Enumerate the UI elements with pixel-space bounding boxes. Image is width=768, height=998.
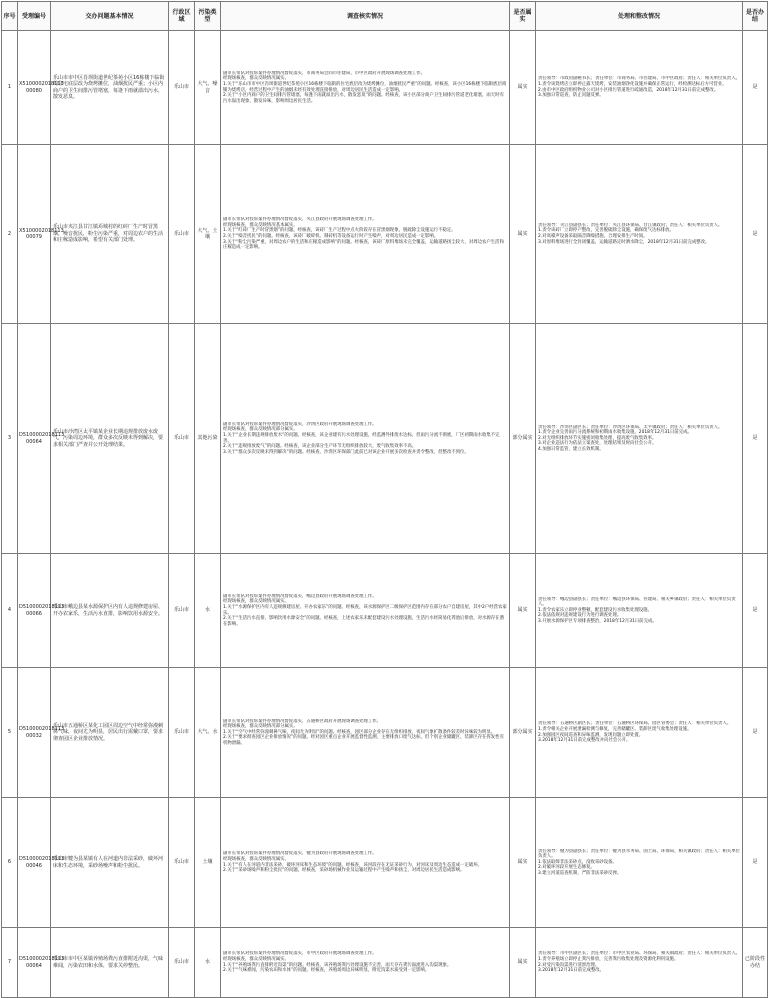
row-id: X5100002018113 00080 <box>18 31 51 145</box>
row-attr: 部分属实 <box>510 668 536 798</box>
row-summary <box>51 668 169 798</box>
row-attr: 属实 <box>510 145 536 324</box>
row-findings-text: 副市长带队对投诉案件办理情况督促落实，市中区政府开展现场调查处理工作。 经现场核查，群众反映情况属实。 1.关于“养殖场粪污直排附近沟渠”的问题。经核查，该养殖场粪污处理设施不完善，雨天存在粪污溢流进入沟渠现象。 2.关于“气味难闻，污染农田和水体”的问题。经核查，养殖场周边异味明显，附近沟渠水质受到一定影响。 <box>223 951 452 974</box>
row-findings-text: 副市长带队对投诉案件办理情况督促落实，沙湾区政府开展现场调查处理工作。 经现场核查，群众反映情况部分属实。 1.关于“企业长期违规排放废水”的问题。经核查，该企业建有污水处理设施，经监测外排废水达标，但雨污分流不彻底，厂区初期雨水收集不完善。 2.关于“违规排放废气”的问题。经核查，该企业部分生产环节无组织排放较大，废气收集效率不高。 3.关于“群众多次反映未得到解决”的问题。经核查，沙湾区环保部门此前已对该企业开展多次检查并责令整改，但整改不到位。 <box>223 421 500 455</box>
row-actions-text: 责任领导：夹江县副县长；责任单位：夹江县环保局、甘江镇政府；责任人：相关单位负责人。 1.责令该砖厂立即停产整改，完善脱硫除尘设施，确保废气达标排放。 2.对高噪声设备采取隔音降噪措施，合理安排生产时间。 3.对原料堆场进行全封闭覆盖，运输道路定时洒水降尘，2018年12月31日前完成整改。 <box>538 222 723 245</box>
row-actions-text: 责任领导：犍为县副县长；责任单位：犍为县水务局、国土局、环保局、相关镇政府；责任人：相关单位负责人。 1.依法取缔非法采砂点，没收采砂设备。 2.对破坏河段开展生态修复。 3.建立河道巡查机制，严防非法采砂反弹。 <box>538 848 740 876</box>
row-type: 水 <box>195 554 221 668</box>
row-attr: 部分属实 <box>510 324 536 554</box>
header-id: 受理编号 <box>18 2 51 31</box>
row-actions <box>536 145 743 324</box>
case-table <box>1 1 768 998</box>
row-seq: 1 <box>2 31 18 145</box>
table-row <box>2 928 768 998</box>
row-type: 其他污染 <box>195 324 221 554</box>
row-type: 土壤 <box>195 798 221 928</box>
row-id: D5100002018113 00032 <box>18 668 51 798</box>
row-findings <box>221 668 510 798</box>
header-seq: 序号 <box>2 2 18 31</box>
row-findings <box>221 145 510 324</box>
header-attr: 是否属实 <box>510 2 536 31</box>
header-actions: 处理和整改情况 <box>536 2 743 31</box>
row-status: 是 <box>743 31 768 145</box>
row-findings <box>221 324 510 554</box>
row-summary-text: 乐山市市中区肖坝街道世纪茶苑小区16栋楼下临街的住宅底层改为烧烤摊位，油烟扰民严重；小区内商户的卫生间排污管堵塞，每逢下雨就溢出污水，散发恶臭。 <box>53 74 165 100</box>
row-summary <box>51 324 169 554</box>
row-actions-text: 责任领导：市政府副秘书长；责任单位：市商务局、市住建局、市中区政府；责任人：相关单位负责人。 1.责令该烧烤店立即停止露天烧烤，安装油烟净化设施并确保正常运行，经检测达标后方可营业。 2.由市中区政府组织物业公司对小区排污管道进行疏通改造，2018年12月31日前完成整改。 3.加强日常巡查，防止问题反弹。 <box>538 76 740 99</box>
row-type: 水 <box>195 928 221 998</box>
row-id: X5100002018113 00079 <box>18 145 51 324</box>
row-type: 大气、噪音 <box>195 31 221 145</box>
row-summary-text: 乐山市犍为县某镇有人在河道内非法采砂，破坏河床和生态环境，采砂场噪声和粉尘扰民。 <box>53 856 164 869</box>
row-status: 是 <box>743 145 768 324</box>
row-region: 乐山市 <box>169 324 195 554</box>
row-actions-text: 责任领导：沙湾区副区长；责任单位：沙湾区环保局、太平镇政府；责任人：相关单位负责人。 1.责令企业完善雨污分流系统和初期雨水收集设施，2018年12月31日前完成。 2.对无组织排放环节实施密闭收集处理，提高废气收集效率。 3.对企业违法行为依法立案查处，处理结果及时向社会公开。 4.加强日常监管，建立长效机制。 <box>538 424 723 452</box>
row-type: 大气、土壤 <box>195 145 221 324</box>
row-region: 乐山市 <box>169 668 195 798</box>
table-row <box>2 798 768 928</box>
row-actions-text: 责任领导：峨边县副县长；责任单位：峨边县环保局、住建局、相关乡镇政府；责任人：相关单位负责人。 1.责令农家乐立即停业整顿，配套建设污水收集处理设施。 2.依法依规对违规建设行为进行调查处理。 3.开展水源保护区专项排查整治，2018年12月31日前完成。 <box>538 596 736 624</box>
row-status: 是 <box>743 668 768 798</box>
row-region: 乐山市 <box>169 554 195 668</box>
row-findings <box>221 554 510 668</box>
header-summary: 交办问题基本情况 <box>51 2 169 31</box>
row-region: 乐山市 <box>169 31 195 145</box>
table-header-row <box>2 2 768 31</box>
row-region: 乐山市 <box>169 928 195 998</box>
table-row <box>2 31 768 145</box>
row-seq: 4 <box>2 554 18 668</box>
row-seq: 7 <box>2 928 18 998</box>
table-row <box>2 145 768 324</box>
row-summary <box>51 554 169 668</box>
row-summary-text: 乐山市沙湾区太平镇某企业长期违规排放废水废气，污染周边环境，群众多次反映未得到解决，要求相关部门严查并公开处理结果。 <box>53 428 164 448</box>
row-findings-text: 副市长带队对投诉案件办理情况督促落实，五通桥区政府开展现场调查处理工作。 经现场核查，群众反映情况部分属实。 1.关于“空气中经常弥漫刺鼻气味，夜间尤为明显”的问题。经核查，园区部分企业存在无组织排放，夜间气象扩散条件较差时异味较为明显。 2.关于“要求彻查园区企业排放情况”的问题。经对园区重点企业开展监督性监测，主要排放口废气达标，但个别企业储罐区、装卸区存在挥发性有机物泄漏。 <box>223 718 504 746</box>
row-summary <box>51 31 169 145</box>
row-attr: 属实 <box>510 928 536 998</box>
row-id: D5100002018113 00064 <box>18 928 51 998</box>
row-findings-text: 副市长带队对投诉案件办理情况督促落实，夹江县政府开展现场调查处理工作。 经现场核查，群众反映情况基本属实。 1.关于“红砖厂生产时冒黑烟”的问题。经核查，该砖厂生产过程中点火阶段存在冒黑烟现象，脱硫除尘设施运行不稳定。 2.关于“噪音扰民”的问题。经核查，该砖厂破碎机、制砖机等设备运行时产生噪声，对周边居民造成一定影响。 3.关于“粉尘污染严重，对周边农户的生活和庄稼造成影响”的问题。经核查，该砖厂原料堆场未完全覆盖，运输道路扬尘较大，对周边农户生活和庄稼造成一定影响。 <box>223 217 504 251</box>
table-row <box>2 324 768 554</box>
row-findings <box>221 31 510 145</box>
row-actions <box>536 798 743 928</box>
row-findings-text: 副市长带队对投诉案件办理情况督促落实，市商务局会同市住建局、市中区政府开展现场调查处理工作。 经现场核查，群众反映情况属实。 1.关于“乐山市市中区肖坝街道世纪茶苑小区16栋楼下临街的住宅底层改为烧烤摊位，油烟扰民严重”的问题。经核查，该小区16栋楼下临街底层商铺为烧烤店，经营过程中产生的油烟未经有效处理直接排放，对周边居民生活造成一定影响。 2.关于“小区内商户的卫生间排污管堵塞，每逢下雨就溢出污水，散发恶臭”的问题。经核查，该小区部分商户卫生间排污管道老化堵塞，雨天时有污水溢出现象，散发异味，影响周边居民生活。 <box>223 70 507 104</box>
row-attr: 属实 <box>510 31 536 145</box>
row-summary-text: 乐山市峨边县某水源保护区内有人违规修建房屋、开办农家乐，生活污水直排，影响饮用水源安全。 <box>53 604 164 617</box>
row-actions-text: 责任领导：五通桥区副区长；责任单位：五通桥区环保局、园区管委会；责任人：相关单位负责人。 1.责令相关企业开展泄漏检测与修复，完善储罐区、装卸区废气收集处理设施。 2.加强园区夜间巡查和异味监测，发现问题立即处置。 3.2018年12月31日前完成整改并向社会公开。 <box>538 721 732 744</box>
row-actions <box>536 928 743 998</box>
row-status: 是 <box>743 324 768 554</box>
row-attr: 属实 <box>510 554 536 668</box>
row-summary-text: 乐山市夹江县甘江镇焉城村的红砖厂生产时冒黑烟，噪音扰民，粉尘污染严重，对周边农户的生活和庄稼造成影响，希望有关部门处理。 <box>53 224 164 244</box>
row-summary <box>51 798 169 928</box>
row-id: D5100002018113 00066 <box>18 554 51 668</box>
row-seq: 2 <box>2 145 18 324</box>
row-id: D5100002018113 00064 <box>18 324 51 554</box>
row-seq: 5 <box>2 668 18 798</box>
row-status: 是 <box>743 554 768 668</box>
row-actions <box>536 554 743 668</box>
row-summary-text: 乐山市市中区某镇养殖场粪污直排附近沟渠，气味难闻，污染农田和水体，要求关停整治。 <box>53 956 164 969</box>
row-region: 乐山市 <box>169 798 195 928</box>
row-type: 大气、水 <box>195 668 221 798</box>
row-region: 乐山市 <box>169 145 195 324</box>
row-actions-text: 责任领导：市中区副区长；责任单位：市中区农业局、环保局、相关镇政府；责任人：相关单位负责人。 1.责令养殖场立即停止粪污排放，完善粪污收集处理及资源化利用设施。 2.对受污染沟渠进行清淤治理。 3.2018年12月31日前完成整改。 <box>538 951 740 974</box>
header-type: 污染类型 <box>195 2 221 31</box>
row-findings-text: 副市长带队对投诉案件办理情况督促落实，犍为县政府开展现场调查处理工作。 经现场核查，群众反映情况属实。 1.关于“有人在河道内非法采砂，破坏河床和生态环境”的问题。经核查，该河段存在无证采砂行为，对河床及周边生态造成一定破坏。 2.关于“采砂场噪声和粉尘扰民”的问题。经核查，采砂场机械作业及运输过程中产生噪声和扬尘，对周边居民生活造成影响。 <box>223 851 483 874</box>
table-row <box>2 668 768 798</box>
row-findings <box>221 928 510 998</box>
row-seq: 6 <box>2 798 18 928</box>
header-status: 是否办结 <box>743 2 768 31</box>
row-findings <box>221 798 510 928</box>
row-status: 是 <box>743 798 768 928</box>
row-summary-text: 乐山市五通桥区某化工园区周边空气中经常弥漫刺鼻气味，夜间尤为明显，居民出行需戴口罩，要求彻查园区企业排放情况。 <box>53 722 164 742</box>
table-row <box>2 554 768 668</box>
row-id: D5100002018113 00046 <box>18 798 51 928</box>
row-actions <box>536 324 743 554</box>
row-actions <box>536 31 743 145</box>
row-summary <box>51 145 169 324</box>
row-summary <box>51 928 169 998</box>
header-region: 行政区域 <box>169 2 195 31</box>
row-findings-text: 副市长带队对投诉案件办理情况督促落实，峨边县政府开展现场调查处理工作。 经现场核查，群众反映情况属实。 1.关于“水源保护区内有人违规修建房屋、开办农家乐”的问题。经核查，该水源保护区二级保护区范围内存在部分农户自建房屋，其中2户经营农家乐。 2.关于“生活污水直排，影响饮用水源安全”的问题。经核查，上述农家乐未配套建设污水处理设施，生活污水经简易化粪池后排放，对水源存在潜在影响。 <box>223 593 507 627</box>
header-findings: 调查核实情况 <box>221 2 510 31</box>
row-seq: 3 <box>2 324 18 554</box>
row-status: 已阶段性办结 <box>743 928 768 998</box>
row-attr: 属实 <box>510 798 536 928</box>
row-actions <box>536 668 743 798</box>
